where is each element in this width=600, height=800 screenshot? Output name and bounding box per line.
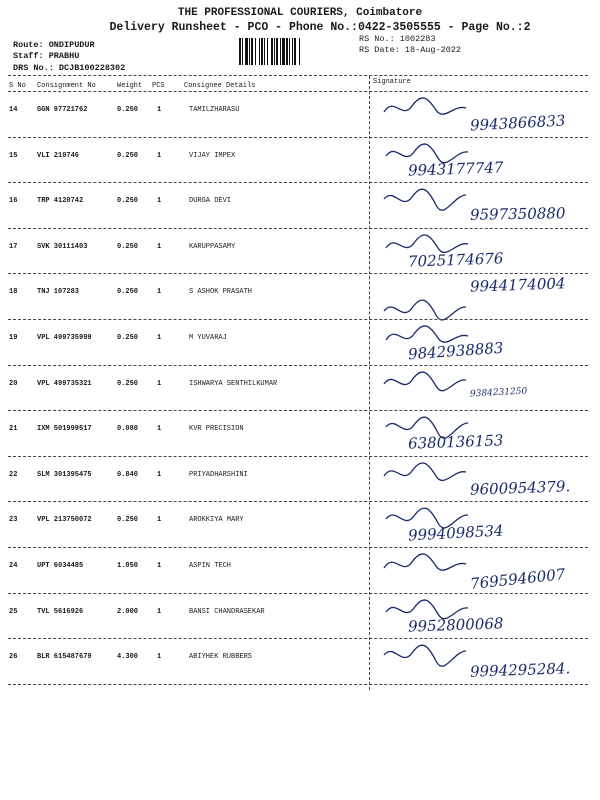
col-sno: S No [9, 82, 26, 90]
row-consignment-no: TNJ 107283 [37, 288, 80, 297]
row-pcs: 1 [157, 562, 162, 570]
table-row [0, 92, 600, 138]
row-sno: 26 [9, 653, 18, 662]
row-pcs: 1 [157, 197, 162, 206]
row-weight: 0.250 [117, 334, 139, 342]
row-weight: 4.300 [117, 653, 139, 662]
row-consignee-name: ISHWARYA SENTHILKUMAR [189, 379, 278, 388]
table-top-line [8, 75, 588, 76]
route-label: Route: ONDIPUDUR [13, 40, 95, 50]
row-divider [8, 684, 588, 685]
signature-scribble [382, 504, 472, 532]
handwritten-phone: 7025174676 [407, 249, 504, 271]
table-row [0, 411, 600, 457]
table-row [0, 502, 600, 548]
signature-scribble [382, 596, 472, 624]
row-consignment-no: GGN 97721762 [37, 106, 88, 114]
row-pcs: 1 [157, 288, 162, 297]
row-sno: 15 [9, 151, 18, 160]
row-weight: 0.250 [117, 106, 139, 114]
row-pcs: 1 [157, 334, 162, 342]
table-row [0, 594, 600, 640]
row-weight: 0.840 [117, 470, 139, 479]
handwritten-phone: 9597350880 [469, 204, 566, 225]
row-weight: 0.080 [117, 425, 139, 434]
row-pcs: 1 [157, 470, 162, 479]
row-weight: 2.000 [117, 607, 139, 616]
rs-number: RS No.: 1002283 [359, 34, 436, 44]
row-consignment-no: IXM 501999517 [37, 425, 92, 434]
row-consignment-no: SVK 30111403 [37, 242, 88, 251]
row-consignee-name: TAMILZHARASU [189, 106, 240, 114]
row-consignment-no: VPL 499735999 [37, 334, 92, 342]
signature-scribble [382, 140, 472, 168]
drs-label: DRS No.: DCJB100228302 [13, 63, 126, 73]
row-pcs: 1 [157, 653, 162, 662]
row-consignee-name: M YUVARAJ [189, 334, 227, 342]
row-consignee-name: BANSI CHANDRASEKAR [189, 607, 265, 616]
row-pcs: 1 [157, 516, 162, 525]
handwritten-phone: 9952800068 [407, 613, 504, 636]
signature-scribble [380, 550, 470, 578]
handwritten-phone: 9994098534 [407, 521, 504, 545]
row-consignment-no: SLM 301395475 [37, 470, 92, 479]
table-row [0, 229, 600, 275]
row-pcs: 1 [157, 425, 162, 434]
handwritten-phone: 7695946007 [469, 565, 567, 593]
row-sno: 18 [9, 288, 18, 297]
col-pcs: PCS [152, 82, 165, 90]
row-consignment-no: VPL 499735321 [37, 379, 92, 388]
row-consignee-name: VIJAY IMPEX [189, 151, 236, 160]
row-consignee-name: S ASHOK PRASATH [189, 288, 253, 297]
row-pcs: 1 [157, 151, 162, 160]
signature-scribble [380, 185, 470, 213]
handwritten-phone: 9842938883 [407, 338, 504, 364]
row-weight: 1.050 [117, 562, 139, 570]
row-consignee-name: ABIYHEK RUBBERS [189, 653, 253, 662]
row-weight: 0.250 [117, 242, 139, 251]
handwritten-phone: 9384231250 [469, 386, 528, 400]
handwritten-phone: 9600954379. [469, 477, 571, 499]
signature-scribble [382, 413, 472, 441]
signature-scribble [382, 322, 472, 350]
signature-scribble [380, 459, 470, 487]
staff-label: Staff: PRABHU [13, 51, 80, 61]
table-row [0, 274, 600, 320]
row-sno: 16 [9, 197, 18, 206]
row-weight: 0.250 [117, 288, 139, 297]
row-pcs: 1 [157, 379, 162, 388]
signature-scribble [380, 94, 470, 122]
row-consignee-name: DURGA DEVI [189, 197, 232, 206]
row-consignment-no: BLR 615487679 [37, 653, 92, 662]
handwritten-phone: 6380136153 [407, 431, 504, 453]
row-consignment-no: UPT 6034485 [37, 562, 84, 570]
row-sno: 19 [9, 334, 18, 342]
row-weight: 0.250 [117, 151, 139, 160]
row-weight: 0.250 [117, 516, 139, 525]
row-sno: 14 [9, 106, 18, 114]
company-title: THE PROFESSIONAL COURIERS, Coimbatore [177, 7, 423, 19]
row-sno: 17 [9, 242, 18, 251]
table-row [0, 183, 600, 229]
barcode-bar [300, 38, 301, 65]
row-sno: 21 [9, 425, 18, 434]
col-weight: Weight [117, 82, 143, 90]
row-weight: 0.250 [117, 379, 139, 388]
row-sno: 22 [9, 470, 18, 479]
row-consignee-name: KVR PRECISION [189, 425, 244, 434]
row-pcs: 1 [157, 242, 162, 251]
handwritten-phone: 9944174004 [469, 274, 566, 297]
row-consignee-name: AROKKIYA MARY [189, 516, 244, 525]
table-row [0, 366, 600, 412]
row-consignment-no: VPL 213750072 [37, 516, 92, 525]
table-row [0, 138, 600, 184]
col-consignment: Consignment No [37, 82, 96, 90]
barcode [239, 38, 352, 65]
row-consignee-name: PRIYADHARSHINI [189, 470, 248, 479]
table-row [0, 457, 600, 503]
handwritten-phone: 9943177747 [407, 157, 504, 180]
row-consignment-no: TRP 4120742 [37, 197, 84, 206]
row-consignment-no: VLI 210746 [37, 151, 80, 160]
table-row [0, 320, 600, 366]
row-sno: 23 [9, 516, 18, 525]
runsheet-title: Delivery Runsheet - PCO - Phone No.:0422-3505555 - Page No.:2 [109, 21, 531, 34]
signature-scribble [380, 641, 470, 669]
col-consignee: Consignee Details [184, 82, 256, 90]
row-weight: 0.250 [117, 197, 139, 206]
row-pcs: 1 [157, 106, 162, 114]
handwritten-phone: 9994295284. [469, 659, 571, 681]
handwritten-phone: 9943866833 [469, 111, 566, 135]
table-row [0, 548, 600, 594]
row-sno: 25 [9, 607, 18, 616]
row-pcs: 1 [157, 607, 162, 616]
row-consignment-no: TVL 5616926 [37, 607, 84, 616]
row-sno: 20 [9, 379, 18, 388]
col-signature: Signature [373, 78, 411, 86]
row-sno: 24 [9, 562, 18, 570]
signature-scribble [380, 368, 470, 396]
row-consignee-name: KARUPPASAMY [189, 242, 236, 251]
table-row [0, 639, 600, 685]
row-consignee-name: ASPIN TECH [189, 562, 232, 570]
signature-scribble [382, 231, 472, 259]
rs-date: RS Date: 18-Aug-2022 [359, 45, 462, 55]
